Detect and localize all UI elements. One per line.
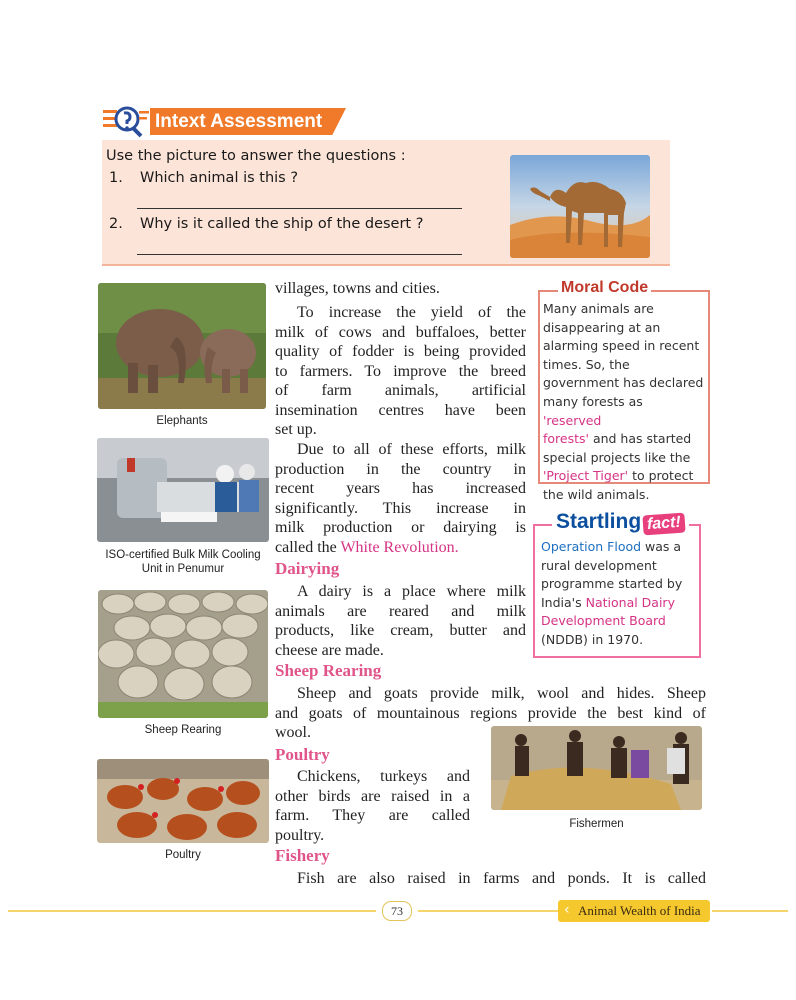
para-dairying <box>275 582 526 660</box>
text-villages: villages, towns and cities. <box>275 280 440 297</box>
caption-milk-unit-line1: ISO-certified Bulk Milk Cooling <box>105 549 261 561</box>
moral-line-6-pre: many forests as <box>543 393 643 409</box>
moral-code-title: Moral Code <box>558 279 651 297</box>
intext-icon <box>103 104 151 138</box>
caption-poultry: Poultry <box>165 849 201 861</box>
para-dairying-line2: animals are reared and milk <box>275 602 526 620</box>
footer-rule-left <box>8 910 376 912</box>
para-sheep-line3: wool. <box>275 724 311 741</box>
para-fodder-line7: set up. <box>275 421 317 438</box>
heading-fishery: Fishery <box>275 846 330 865</box>
startling-word: Startling <box>556 510 642 533</box>
chapter-tab[interactable] <box>558 900 710 922</box>
caption-fishermen: Fishermen <box>569 818 624 830</box>
moral-line-6 <box>543 393 705 430</box>
para-fishery-line1: Fish are also raised in farms and ponds. It is called <box>297 870 706 887</box>
reserved-term-b: forests' <box>543 431 589 447</box>
para-poultry-line1: Chickens, turkeys and <box>297 768 470 785</box>
para-dairying-line4: cheese are made. <box>275 641 384 659</box>
fact-line-1-post: was a <box>641 539 682 554</box>
para-fodder-line5: of farm animals, artificial <box>275 382 526 399</box>
startling-fact-text <box>541 538 699 650</box>
para-milk-line5: milk production or dairying is <box>275 519 526 536</box>
heading-dairying: Dairying <box>275 559 340 578</box>
white-revolution-term: White Revolution. <box>340 538 459 556</box>
moral-line-2: disappearing at an <box>543 319 661 335</box>
fact-line-2: rural development <box>541 557 657 573</box>
footer-rule-right <box>712 910 788 912</box>
para-fishery <box>275 869 706 889</box>
milk-unit-photo <box>97 438 269 542</box>
para-fodder-line4: to farmers. To improve the breed <box>275 362 526 380</box>
para-milk-line6-pre: called the <box>275 538 341 556</box>
startling-fact-title <box>552 507 689 537</box>
moral-line-1: Many animals are <box>543 301 654 316</box>
question-1-text: Which animal is this ? <box>140 170 299 186</box>
para-milk-line2: production in the country in <box>275 460 526 478</box>
nddb-term-b: Development Board <box>541 613 666 629</box>
project-tiger-term: 'Project Tiger' <box>543 468 629 484</box>
question-2-text: Why is it called the ship of the desert ? <box>140 216 424 232</box>
fact-badge: fact! <box>643 513 686 536</box>
fact-line-4 <box>541 594 699 613</box>
reserved-term-a: 'reserved <box>543 412 602 428</box>
moral-line-8: special projects like the <box>543 449 691 465</box>
para-sheep <box>275 684 706 743</box>
moral-line-10: the wild animals. <box>543 486 650 502</box>
moral-line-7 <box>543 430 705 449</box>
camel-photo <box>510 155 650 258</box>
operation-flood-term: Operation Flood <box>541 539 642 554</box>
caption-milk-unit-line2: Unit in Penumur <box>141 563 225 575</box>
intext-title: Intext Assessment <box>155 111 323 132</box>
moral-line-4: times. So, the <box>543 356 630 372</box>
elephants-photo <box>98 283 266 409</box>
answer-line-1[interactable] <box>137 208 462 209</box>
footer-rule-mid <box>418 910 558 912</box>
para-sheep-line1: Sheep and goats provide milk, wool and hides. Sheep <box>297 685 706 702</box>
intext-intro: Use the picture to answer the questions : <box>106 148 406 164</box>
para-milk-line6 <box>275 538 526 558</box>
fact-line-1 <box>541 538 699 557</box>
chapter-name: Animal Wealth of India <box>578 903 701 918</box>
page-number: 73 <box>382 901 412 921</box>
chevron-left-icon: ‹ <box>564 902 570 918</box>
para-poultry-line3: farm. They are called <box>275 807 470 824</box>
para-fodder-line3: quality of fodder is being provided <box>275 343 526 360</box>
para-dairying-line1: A dairy is a place where milk <box>297 583 526 600</box>
fact-line-6: (NDDB) in 1970. <box>541 631 644 647</box>
fact-line-5 <box>541 612 699 631</box>
moral-line-5: government has declared <box>543 375 704 391</box>
para-milk-production <box>275 440 526 557</box>
para-poultry-line4: poultry. <box>275 826 325 844</box>
heading-sheep-rearing: Sheep Rearing <box>275 661 382 680</box>
para-poultry <box>275 767 470 845</box>
question-1-num: 1. <box>109 170 123 186</box>
para-sheep-line2: and goats of mountainous regions provide the best kind of <box>275 704 706 722</box>
poultry-photo <box>97 759 269 843</box>
para-poultry-line2: other birds are raised in a <box>275 787 470 805</box>
para-fodder-line2: milk of cows and buffaloes, better <box>275 323 526 341</box>
fact-line-4-pre: India's <box>541 594 586 610</box>
moral-line-9 <box>543 467 705 486</box>
para-milk-line1: Due to all of these efforts, milk <box>297 441 526 458</box>
sheep-photo <box>98 590 268 718</box>
nddb-term-a: National Dairy <box>585 594 675 610</box>
moral-line-3: alarming speed in recent <box>543 338 700 354</box>
para-dairying-line3: products, like cream, butter and <box>275 622 526 639</box>
para-milk-line3: recent years has increased <box>275 480 526 497</box>
para-milk-line4: significantly. This increase in <box>275 499 526 517</box>
answer-line-2[interactable] <box>137 254 462 255</box>
para-fodder-line1: To increase the yield of the <box>297 304 526 321</box>
para-fodder <box>275 303 526 440</box>
moral-code-text <box>543 300 705 505</box>
caption-sheep: Sheep Rearing <box>144 724 222 736</box>
heading-poultry: Poultry <box>275 745 330 764</box>
question-2-num: 2. <box>109 216 123 232</box>
moral-line-7-post: and has started <box>588 431 692 447</box>
fact-line-3: programme started by <box>541 576 683 592</box>
para-fodder-line6: insemination centres have been <box>275 401 526 419</box>
moral-line-9-post: to protect <box>628 468 694 484</box>
caption-elephants: Elephants <box>156 415 208 427</box>
caption-milk-unit <box>90 548 276 576</box>
